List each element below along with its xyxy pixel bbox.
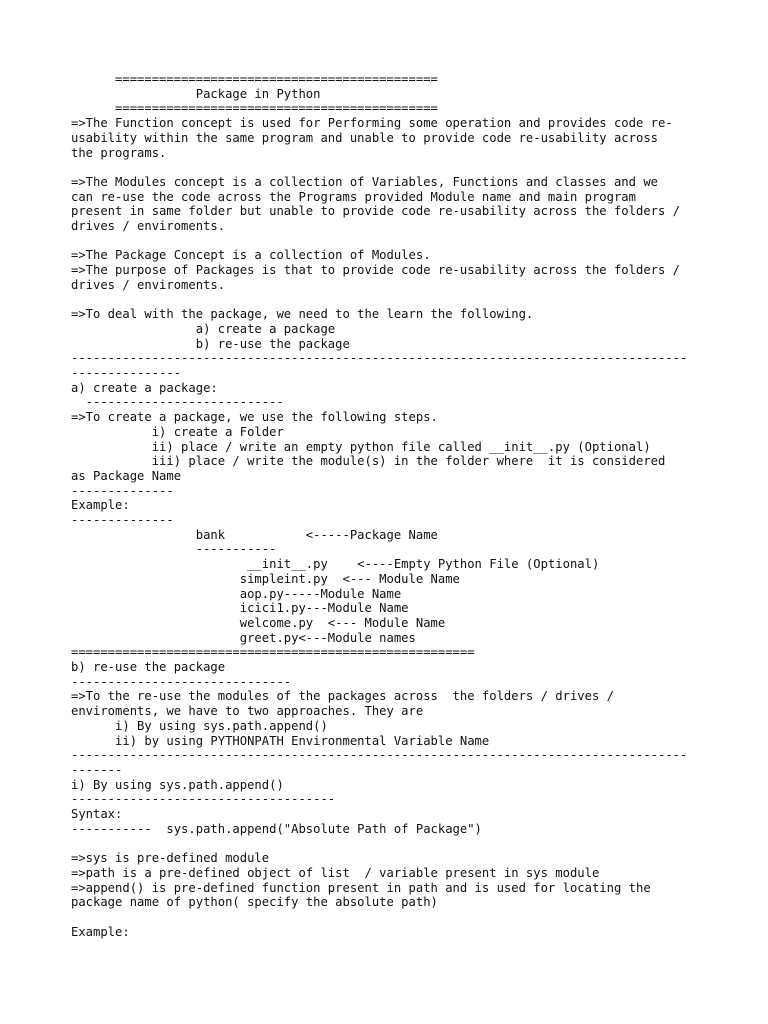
example-label: Example: [71, 924, 130, 939]
example-label: Example: [71, 498, 130, 513]
text-line: enviroments, we have to two approaches. They are [71, 704, 424, 719]
heading-rule-top: ============================================ [71, 72, 438, 86]
text-line: =>The Package Concept is a collection of Modules. [71, 248, 431, 263]
divider-line: --------------------------- [71, 395, 284, 410]
syntax-label: Syntax: [71, 807, 123, 822]
blank-line [71, 234, 711, 249]
document-title: Package in Python [71, 86, 321, 101]
text-line: the programs. [71, 145, 167, 160]
text-line: =>The Function concept is used for Performing some operation and provides code re- [71, 116, 673, 131]
divider-line: --------------- [71, 366, 182, 381]
blank-line [71, 293, 711, 308]
text-line: drives / enviroments. [71, 219, 226, 234]
heading-rule-bottom: ============================================ [71, 101, 438, 116]
document-page [71, 72, 711, 939]
syntax-line: ----------- sys.path.append("Absolute Path of Package") [71, 821, 482, 836]
text-line: as Package Name [71, 468, 182, 483]
divider-line: ======================================================= [71, 645, 475, 660]
text-line: =>append() is pre-defined function present in path and is used for locating the [71, 880, 651, 895]
text-line: =>The Modules concept is a collection of Variables, Functions and classes and we [71, 174, 658, 189]
text-line: =>To create a package, we use the following steps. [71, 410, 438, 425]
section-heading: b) re-use the package [71, 660, 226, 675]
blank-line [71, 160, 711, 175]
divider-line: ----------- [71, 542, 277, 557]
text-line: usability within the same program and unable to provide code re-usability across [71, 130, 658, 145]
list-item: iii) place / write the module(s) in the folder where it is considered [71, 454, 666, 469]
package-tree-item: greet.py<---Module names [71, 630, 416, 645]
divider-line: ------------------------------------------------------------------------------------ [71, 351, 688, 366]
blank-line [71, 910, 711, 925]
list-item: i) By using sys.path.append() [71, 718, 328, 733]
package-tree-root: bank <-----Package Name [71, 527, 438, 542]
list-item: ii) by using PYTHONPATH Environmental Variable Name [71, 733, 490, 748]
divider-line: ------- [71, 763, 123, 777]
list-item: ii) place / write an empty python file called __init__.py (Optional) [71, 439, 651, 454]
text-line: =>To the re-use the modules of the packages across the folders / drives / [71, 689, 614, 704]
text-line: =>To deal with the package, we need to the learn the following. [71, 307, 534, 322]
package-tree-item: welcome.py <--- Module Name [71, 615, 446, 630]
list-item: i) create a Folder [71, 424, 284, 439]
text-line: =>path is a pre-defined object of list / variable present in sys module [71, 865, 600, 880]
section-heading: a) create a package: [71, 380, 218, 395]
section-heading: i) By using sys.path.append() [71, 777, 284, 792]
package-tree-item: __init__.py <----Empty Python File (Optional) [71, 557, 600, 572]
list-item: a) create a package [71, 321, 336, 336]
blank-line [71, 837, 711, 852]
text-line: package name of python( specify the absolute path) [71, 895, 438, 910]
package-tree-item: simpleint.py <--- Module Name [71, 571, 460, 586]
text-line: drives / enviroments. [71, 277, 226, 292]
list-item: b) re-use the package [71, 336, 350, 351]
divider-line: ------------------------------ [71, 674, 292, 689]
text-line: =>sys is pre-defined module [71, 851, 270, 866]
divider-line: -------------- [71, 483, 174, 498]
package-tree-item: aop.py-----Module Name [71, 586, 402, 601]
divider-line: ------------------------------------------------------------------------------------ [71, 748, 688, 763]
divider-line: ------------------------------------ [71, 792, 336, 807]
text-line: can re-use the code across the Programs provided Module name and main program [71, 189, 636, 204]
text-line: present in same folder but unable to provide code re-usability across the folders / [71, 204, 681, 219]
package-tree-item: icici1.py---Module Name [71, 601, 409, 616]
divider-line: -------------- [71, 513, 174, 528]
text-line: =>The purpose of Packages is that to provide code re-usability across the folders / [71, 263, 681, 278]
